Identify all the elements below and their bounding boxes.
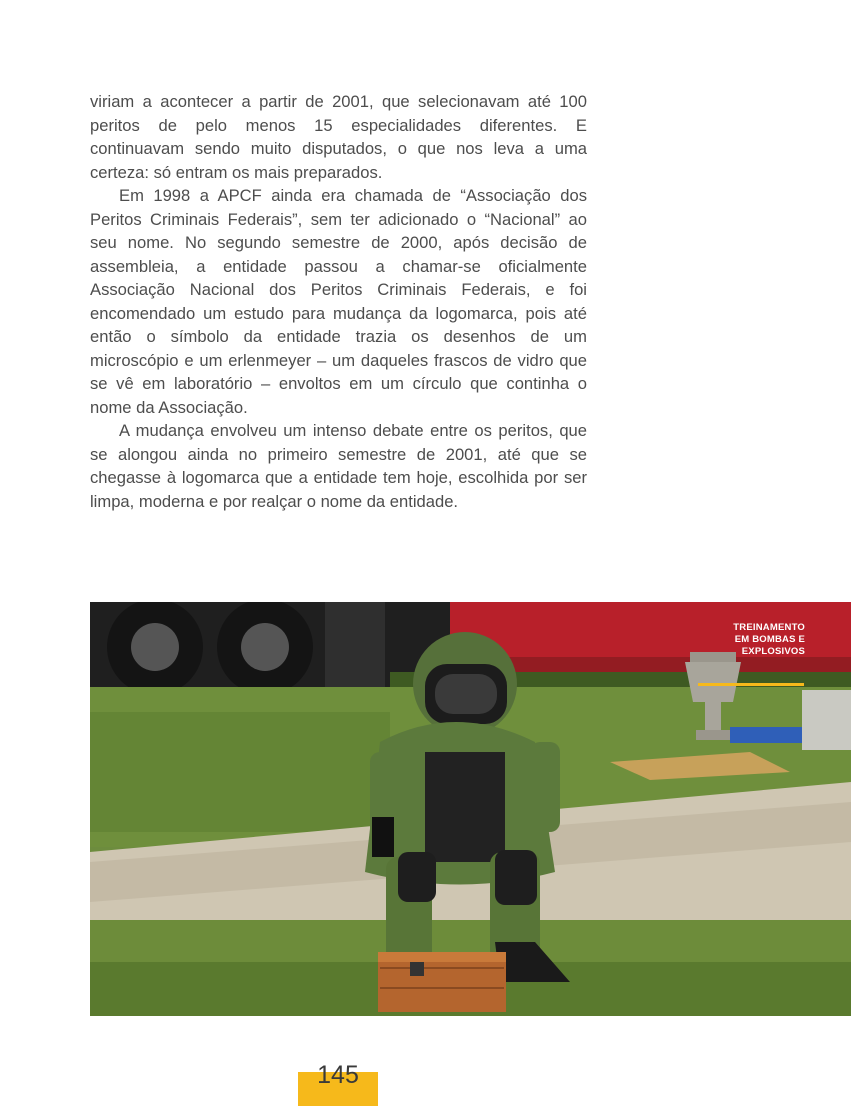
photo-caption: [685, 622, 805, 658]
caption-accent-rule: [698, 683, 804, 686]
page-number: 145: [317, 1061, 359, 1089]
paragraph-1: viriam a acontecer a partir de 2001, que selecionavam até 100 peritos de pelo menos 15 especialidades diferentes. E continuavam sendo muito disputados, o que nos leva a uma certeza: só entram os mais preparados.: [90, 92, 587, 182]
body-text: [90, 90, 587, 513]
caption-line-2: EM BOMBAS E: [734, 634, 805, 645]
paragraph-2: Em 1998 a APCF ainda era chamada de “Associação dos Peritos Criminais Federais”, sem ter adicionado o “Nacional” ao seu nome. No segundo semestre de 2000, após decisão de assembleia, a entidade passou a chamar-se oficialmente Associação Nacional dos Peritos Criminais Federais, e foi encomendado um estudo para mudança da logomarca, pois até então o símbolo da entidade trazia os desenhos de um microscópio e um erlenmeyer – um daqueles frascos de vidro que se vê em laboratório – envoltos em um círculo que continha o nome da Associação.: [90, 186, 587, 417]
bomb-suit-training-photo: [90, 602, 851, 1016]
caption-line-3: EXPLOSIVOS: [741, 646, 805, 657]
caption-line-1: TREINAMENTO: [733, 622, 805, 633]
paragraph-3: A mudança envolveu um intenso debate entre os peritos, que se alongou ainda no primeiro semestre de 2001, até que se chegasse à logomarca que a entidade tem hoje, escolhida por ser limpa, moderna e por realçar o nome da entidade.: [90, 421, 587, 511]
